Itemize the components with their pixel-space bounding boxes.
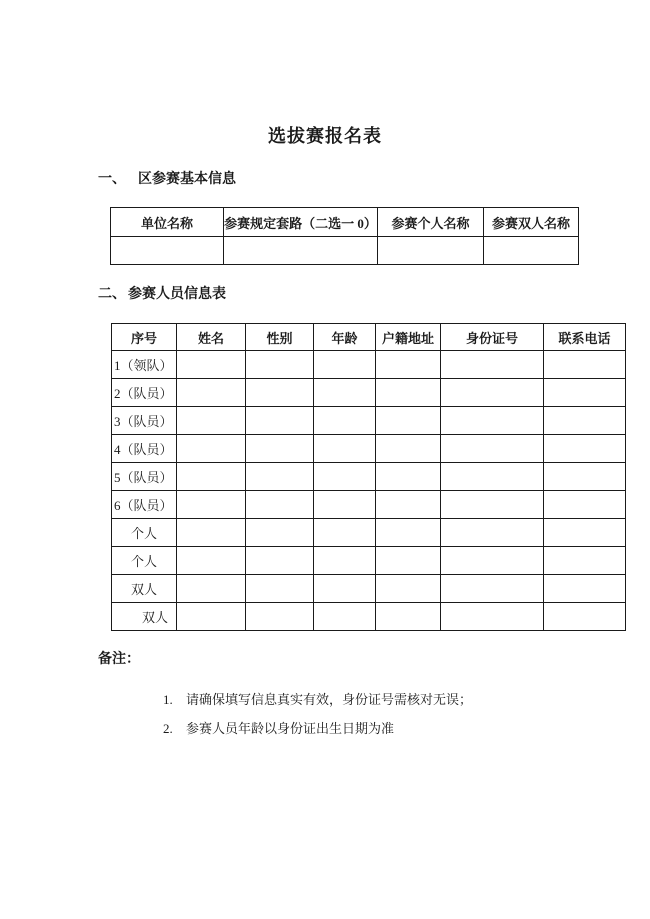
table-row-member xyxy=(112,407,626,435)
header-name: 姓名 xyxy=(177,324,246,351)
empty-cell xyxy=(544,435,626,463)
empty-cell xyxy=(177,463,246,491)
empty-cell xyxy=(314,519,376,547)
row-label: 双人 xyxy=(112,575,177,603)
empty-cell xyxy=(376,547,441,575)
section-2-title: 参赛人员信息表 xyxy=(128,287,226,302)
row-label: 6（队员） xyxy=(112,491,177,519)
note-number: 2. xyxy=(163,721,173,736)
notes-label: 备注： xyxy=(98,652,140,667)
participants-table xyxy=(111,323,626,631)
empty-cell xyxy=(376,519,441,547)
row-label: 个人 xyxy=(112,547,177,575)
row-label: 2（队员） xyxy=(112,379,177,407)
empty-cell xyxy=(441,547,544,575)
empty-cell xyxy=(177,547,246,575)
empty-cell xyxy=(246,351,314,379)
basic-info-table xyxy=(110,207,579,265)
empty-cell xyxy=(544,547,626,575)
empty-cell xyxy=(246,575,314,603)
empty-cell xyxy=(544,575,626,603)
empty-cell xyxy=(544,351,626,379)
empty-cell xyxy=(441,491,544,519)
table-row-leader xyxy=(112,351,626,379)
empty-cell xyxy=(314,435,376,463)
empty-cell xyxy=(544,379,626,407)
empty-cell xyxy=(544,519,626,547)
empty-cell xyxy=(314,547,376,575)
section-2-number: 二、 xyxy=(98,287,126,302)
empty-cell xyxy=(177,519,246,547)
header-address: 户籍地址 xyxy=(376,324,441,351)
note-text: 请确保填写信息真实有效，身份证号需核对无误； xyxy=(186,692,473,707)
empty-cell xyxy=(177,575,246,603)
header-phone: 联系电话 xyxy=(544,324,626,351)
empty-cell xyxy=(177,351,246,379)
row-label: 5（队员） xyxy=(112,463,177,491)
table-row-member xyxy=(112,435,626,463)
section-1-title: 区参赛基本信息 xyxy=(138,172,236,187)
table-row-member xyxy=(112,379,626,407)
header-unit-name: 单位名称 xyxy=(111,208,224,237)
empty-cell xyxy=(441,463,544,491)
table-header-row xyxy=(112,324,626,351)
empty-cell xyxy=(376,435,441,463)
header-serial-no: 序号 xyxy=(112,324,177,351)
empty-cell xyxy=(441,519,544,547)
header-individual-name: 参赛个人名称 xyxy=(378,208,484,237)
empty-cell xyxy=(177,407,246,435)
empty-cell xyxy=(224,237,378,265)
empty-cell xyxy=(441,407,544,435)
empty-cell xyxy=(544,463,626,491)
empty-cell xyxy=(314,575,376,603)
empty-cell xyxy=(246,407,314,435)
empty-cell xyxy=(544,603,626,631)
header-id-number: 身份证号 xyxy=(441,324,544,351)
header-gender: 性别 xyxy=(246,324,314,351)
empty-cell xyxy=(246,603,314,631)
empty-cell xyxy=(376,351,441,379)
empty-cell xyxy=(314,491,376,519)
empty-cell xyxy=(376,407,441,435)
empty-cell xyxy=(544,407,626,435)
empty-cell xyxy=(177,603,246,631)
header-age: 年龄 xyxy=(314,324,376,351)
empty-cell xyxy=(376,379,441,407)
empty-cell xyxy=(544,491,626,519)
header-doubles-name: 参赛双人名称 xyxy=(484,208,579,237)
empty-cell xyxy=(376,463,441,491)
empty-cell xyxy=(246,547,314,575)
empty-cell xyxy=(246,379,314,407)
empty-cell xyxy=(177,435,246,463)
empty-cell xyxy=(378,237,484,265)
row-label: 1（领队） xyxy=(112,351,177,379)
note-item xyxy=(163,721,472,737)
empty-cell xyxy=(314,463,376,491)
note-item xyxy=(163,692,472,708)
empty-cell xyxy=(441,351,544,379)
empty-cell xyxy=(246,435,314,463)
empty-cell xyxy=(177,491,246,519)
empty-cell xyxy=(314,407,376,435)
empty-cell xyxy=(314,379,376,407)
row-label: 4（队员） xyxy=(112,435,177,463)
notes-list xyxy=(163,692,472,750)
empty-cell xyxy=(246,519,314,547)
table-header-row xyxy=(111,208,579,237)
note-text: 参赛人员年龄以身份证出生日期为准 xyxy=(186,721,395,736)
row-label: 个人 xyxy=(112,519,177,547)
section-2-heading xyxy=(98,283,226,303)
empty-cell xyxy=(441,575,544,603)
table-row-individual xyxy=(112,547,626,575)
empty-cell xyxy=(376,603,441,631)
table-row-doubles xyxy=(112,575,626,603)
empty-cell xyxy=(484,237,579,265)
empty-cell xyxy=(246,463,314,491)
empty-cell xyxy=(376,575,441,603)
empty-cell xyxy=(441,603,544,631)
section-1-number: 一、 xyxy=(98,172,126,187)
table-row xyxy=(111,237,579,265)
empty-cell xyxy=(111,237,224,265)
empty-cell xyxy=(314,603,376,631)
empty-cell xyxy=(441,435,544,463)
empty-cell xyxy=(177,379,246,407)
table-row-member xyxy=(112,491,626,519)
table-row-member xyxy=(112,463,626,491)
row-label: 3（队员） xyxy=(112,407,177,435)
table-row-individual xyxy=(112,519,626,547)
empty-cell xyxy=(246,491,314,519)
header-prescribed-routine: 参赛规定套路（二选一 0） xyxy=(224,208,378,237)
empty-cell xyxy=(441,379,544,407)
empty-cell xyxy=(376,491,441,519)
section-1-heading xyxy=(98,168,236,188)
row-label: 双人 xyxy=(112,603,177,631)
table-row-doubles xyxy=(112,603,626,631)
page-title: 选拔赛报名表 xyxy=(268,126,382,146)
empty-cell xyxy=(314,351,376,379)
note-number: 1. xyxy=(163,692,173,707)
